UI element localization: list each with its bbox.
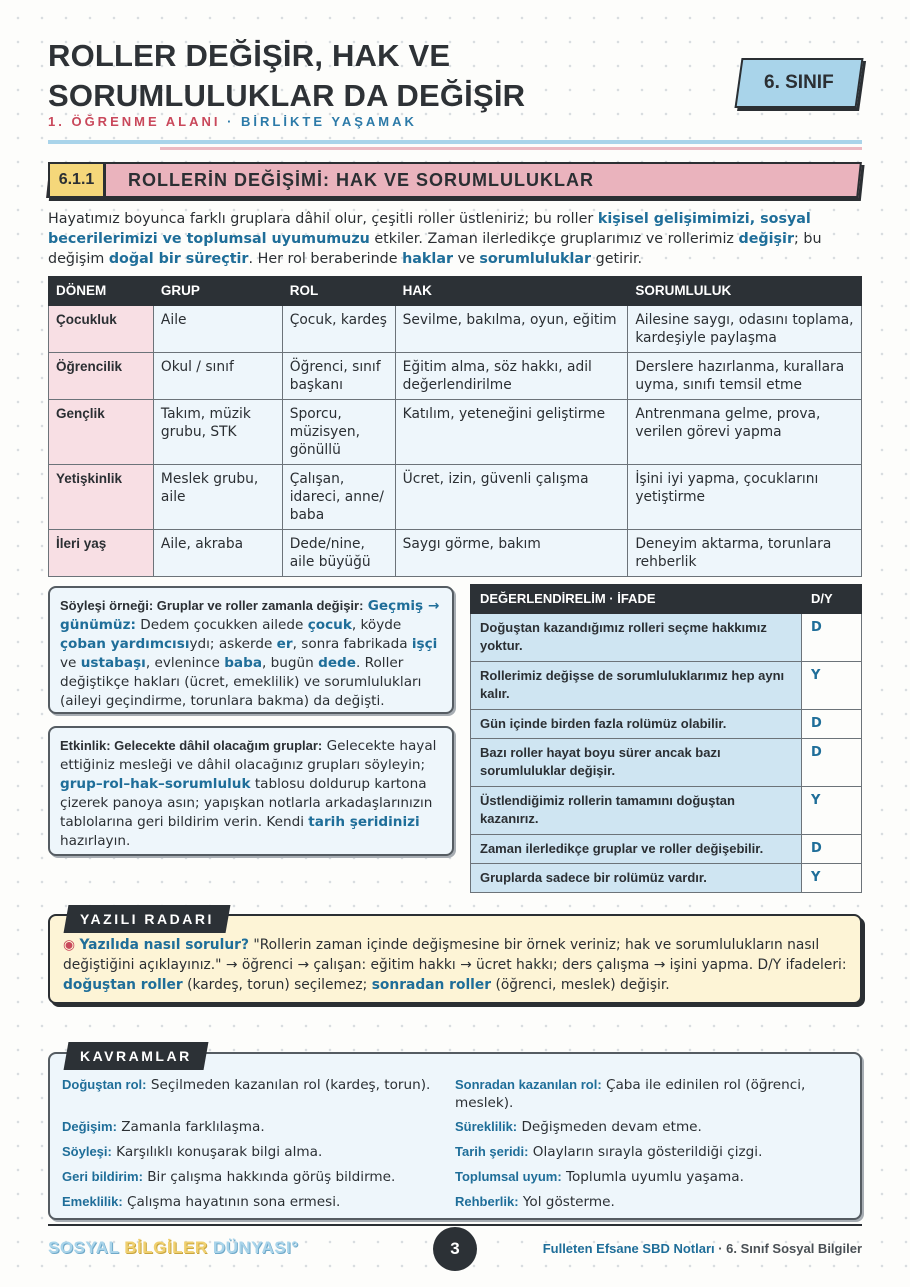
section-number: 6.1.1 [48, 162, 106, 198]
column-header: GRUP [153, 277, 282, 306]
quiz-answer: Y [802, 864, 862, 893]
brand-logo: SOSYAL BİLGİLER DÜNYASI° [48, 1238, 299, 1257]
target-icon: ◉ [63, 937, 76, 953]
period-cell: Öğrencilik [49, 353, 154, 400]
roles-table [48, 276, 862, 577]
quiz-statement: Üstlendiğimiz rollerin tamamını doğuştan kazanırız. [471, 787, 802, 835]
table-cell: Dede/nine, aile büyüğü [282, 530, 395, 577]
quiz-statement: Doğuştan kazandığımız rolleri seçme hakkımız yoktur. [471, 614, 802, 662]
quiz-table [470, 584, 862, 893]
table-header-row [49, 277, 862, 306]
period-cell: Gençlik [49, 400, 154, 465]
table-cell: Sporcu, müzisyen, gönüllü [282, 400, 395, 465]
subtitle: 1. ÖĞRENME ALANI · BİRLİKTE YAŞAMAK [48, 114, 417, 129]
intro-paragraph: Hayatımız boyunca farklı gruplara dâhil olur, çeşitli roller üstleniriz; bu roller kişisel gelişimimizi, sosyal becerilerimizi ve toplumsal uyumumuzu etkiler. Zaman ilerledikçe gruplarımız ve rollerimiz değişir; bu değişim doğal bir süreçtir. Her rol beraberinde haklar ve sorumluluklar getirir. [48, 211, 822, 267]
quiz-row [471, 787, 862, 835]
table-cell: Antrenmana gelme, prova, verilen görevi yapma [628, 400, 862, 465]
activity-box: Etkinlik: Gelecekte dâhil olacağım gruplar: Gelecekte hayal ettiğiniz mesleği ve dâhil olacağınız grupları söyleyin; grup–rol–hak–sorumluluk tablosu doldurup kartona çizerek panoya asın; yapışkan notlarla arkadaşlarınızın tablolarına geri bildirim verin. Kendi tarih şeridinizi hazırlayın. [48, 726, 454, 856]
table-cell: İşini iyi yapma, çocuklarını yetiştirme [628, 465, 862, 530]
quiz-row [471, 662, 862, 710]
activity-label: Etkinlik: Gelecekte dâhil olacağım gruplar: [60, 738, 323, 753]
table-row [49, 306, 862, 353]
table-row [49, 530, 862, 577]
table-cell: Ailesine saygı, odasını toplama, kardeşiyle paylaşma [628, 306, 862, 353]
quiz-statement: Zaman ilerledikçe gruplar ve roller değişebilir. [471, 835, 802, 864]
table-row [49, 353, 862, 400]
concept-item: Sonradan kazanılan rol: Çaba ile edinilen rol (öğrenci, meslek). [455, 1077, 806, 1111]
concept-item: Değişim: Zamanla farklılaşma. [62, 1119, 265, 1135]
column-header: D/Y [802, 585, 862, 614]
quiz-row [471, 835, 862, 864]
concept-item: Süreklilik: Değişmeden devam etme. [455, 1119, 702, 1135]
footer-rule [48, 1224, 862, 1226]
quiz-answer: Y [802, 787, 862, 835]
column-header: HAK [395, 277, 628, 306]
quiz-row [471, 864, 862, 893]
page-title: ROLLER DEĞİŞİR, HAK VE SORUMLULUKLAR DA DEĞİŞİR [48, 38, 526, 113]
interview-label: Söyleşi örneği: Gruplar ve roller zamanla değişir: [60, 598, 364, 613]
exam-radar-tag: YAZILI RADARI [64, 905, 231, 933]
table-cell: Eğitim alma, söz hakkı, adil değerlendirilme [395, 353, 628, 400]
concept-item: Emeklilik: Çalışma hayatının sona ermesi. [62, 1194, 341, 1210]
column-header: ROL [282, 277, 395, 306]
concept-item: Doğuştan rol: Seçilmeden kazanılan rol (kardeş, torun). [62, 1077, 431, 1093]
quiz-answer: D [802, 835, 862, 864]
quiz-header-row [471, 585, 862, 614]
quiz-answer: D [802, 614, 862, 662]
concept-item: Rehberlik: Yol gösterme. [455, 1194, 615, 1210]
concept-item: Geri bildirim: Bir çalışma hakkında görüş bildirme. [62, 1169, 396, 1185]
period-cell: Yetişkinlik [49, 465, 154, 530]
concept-item: Toplumsal uyum: Toplumla uyumlu yaşama. [455, 1169, 744, 1185]
table-cell: Sevilme, bakılma, oyun, eğitim [395, 306, 628, 353]
exam-radar-text: ◉ Yazılıda nasıl sorulur? "Rollerin zaman içinde değişmesine bir örnek veriniz; hak ve sorumlulukların nasıl değiştiğini açıklayınız." → öğrenci → çalışan: eğitim hakkı → ücret hakkı; ders çalışma → işini yapma. D/Y ifadeleri: doğuştan roller (kardeş, torun) seçilemez; sonradan roller (öğrenci, meslek) değişir. [63, 937, 847, 993]
quiz-statement: Gruplarda sadece bir rolümüz vardır. [471, 864, 802, 893]
quiz-answer: D [802, 710, 862, 739]
quiz-answer: D [802, 739, 862, 787]
quiz-statement: Gün içinde birden fazla rolümüz olabilir. [471, 710, 802, 739]
table-cell: Katılım, yeteneğini geliştirme [395, 400, 628, 465]
concept-item: Tarih şeridi: Olayların sırayla gösterildiği çizgi. [455, 1144, 763, 1160]
table-cell: Derslere hazırlanma, kurallara uyma, sınıfı temsil etme [628, 353, 862, 400]
quiz-statement: Rollerimiz değişse de sorumluluklarımız hep aynı kalır. [471, 662, 802, 710]
column-header: SORUMLULUK [628, 277, 862, 306]
table-cell: Çocuk, kardeş [282, 306, 395, 353]
column-header: DÖNEM [49, 277, 154, 306]
theme: BİRLİKTE YAŞAMAK [241, 114, 417, 129]
table-cell: Saygı görme, bakım [395, 530, 628, 577]
grade-badge: 6. SINIF [734, 58, 863, 108]
table-cell: Okul / sınıf [153, 353, 282, 400]
table-cell: Ücret, izin, güvenli çalışma [395, 465, 628, 530]
page-number: 3 [433, 1227, 477, 1271]
table-row [49, 465, 862, 530]
table-cell: Aile [153, 306, 282, 353]
learning-area: 1. ÖĞRENME ALANI [48, 114, 221, 129]
table-cell: Deneyim aktarma, torunlara rehberlik [628, 530, 862, 577]
table-cell: Takım, müzik grubu, STK [153, 400, 282, 465]
period-cell: İleri yaş [49, 530, 154, 577]
footer-credit: Fulleten Efsane SBD Notları · 6. Sınıf Sosyal Bilgiler [542, 1241, 862, 1256]
table-cell: Öğrenci, sınıf başkanı [282, 353, 395, 400]
quiz-answer: Y [802, 662, 862, 710]
header-rule [48, 140, 862, 144]
section-title: ROLLERİN DEĞİŞİMİ: HAK VE SORUMLULUKLAR [128, 170, 594, 190]
quiz-row [471, 614, 862, 662]
quiz-row [471, 739, 862, 787]
quiz-row [471, 710, 862, 739]
header-rule-secondary [160, 147, 862, 150]
table-cell: Çalışan, idareci, anne/ baba [282, 465, 395, 530]
table-cell: Aile, akraba [153, 530, 282, 577]
interview-box: Söyleşi örneği: Gruplar ve roller zamanla değişir: Geçmiş → günümüz: Dedem çocukken ailede çocuk, köyde çoban yardımcısıydı; askerde er, sonra fabrikada işçi ve ustabaşı, evlenince baba, bugün dede. Roller değiştikçe hakları (ücret, emeklilik) ve sorumlulukları (aileyi geçindirme, torunlara bakma) da değişti. [48, 586, 454, 714]
column-header: DEĞERLENDİRELİM · İFADE [471, 585, 802, 614]
table-row [49, 400, 862, 465]
concept-item: Söyleşi: Karşılıklı konuşarak bilgi alma. [62, 1144, 323, 1160]
period-cell: Çocukluk [49, 306, 154, 353]
quiz-statement: Bazı roller hayat boyu sürer ancak bazı sorumluluklar değişir. [471, 739, 802, 787]
table-cell: Meslek grubu, aile [153, 465, 282, 530]
concepts-tag: KAVRAMLAR [64, 1042, 209, 1070]
